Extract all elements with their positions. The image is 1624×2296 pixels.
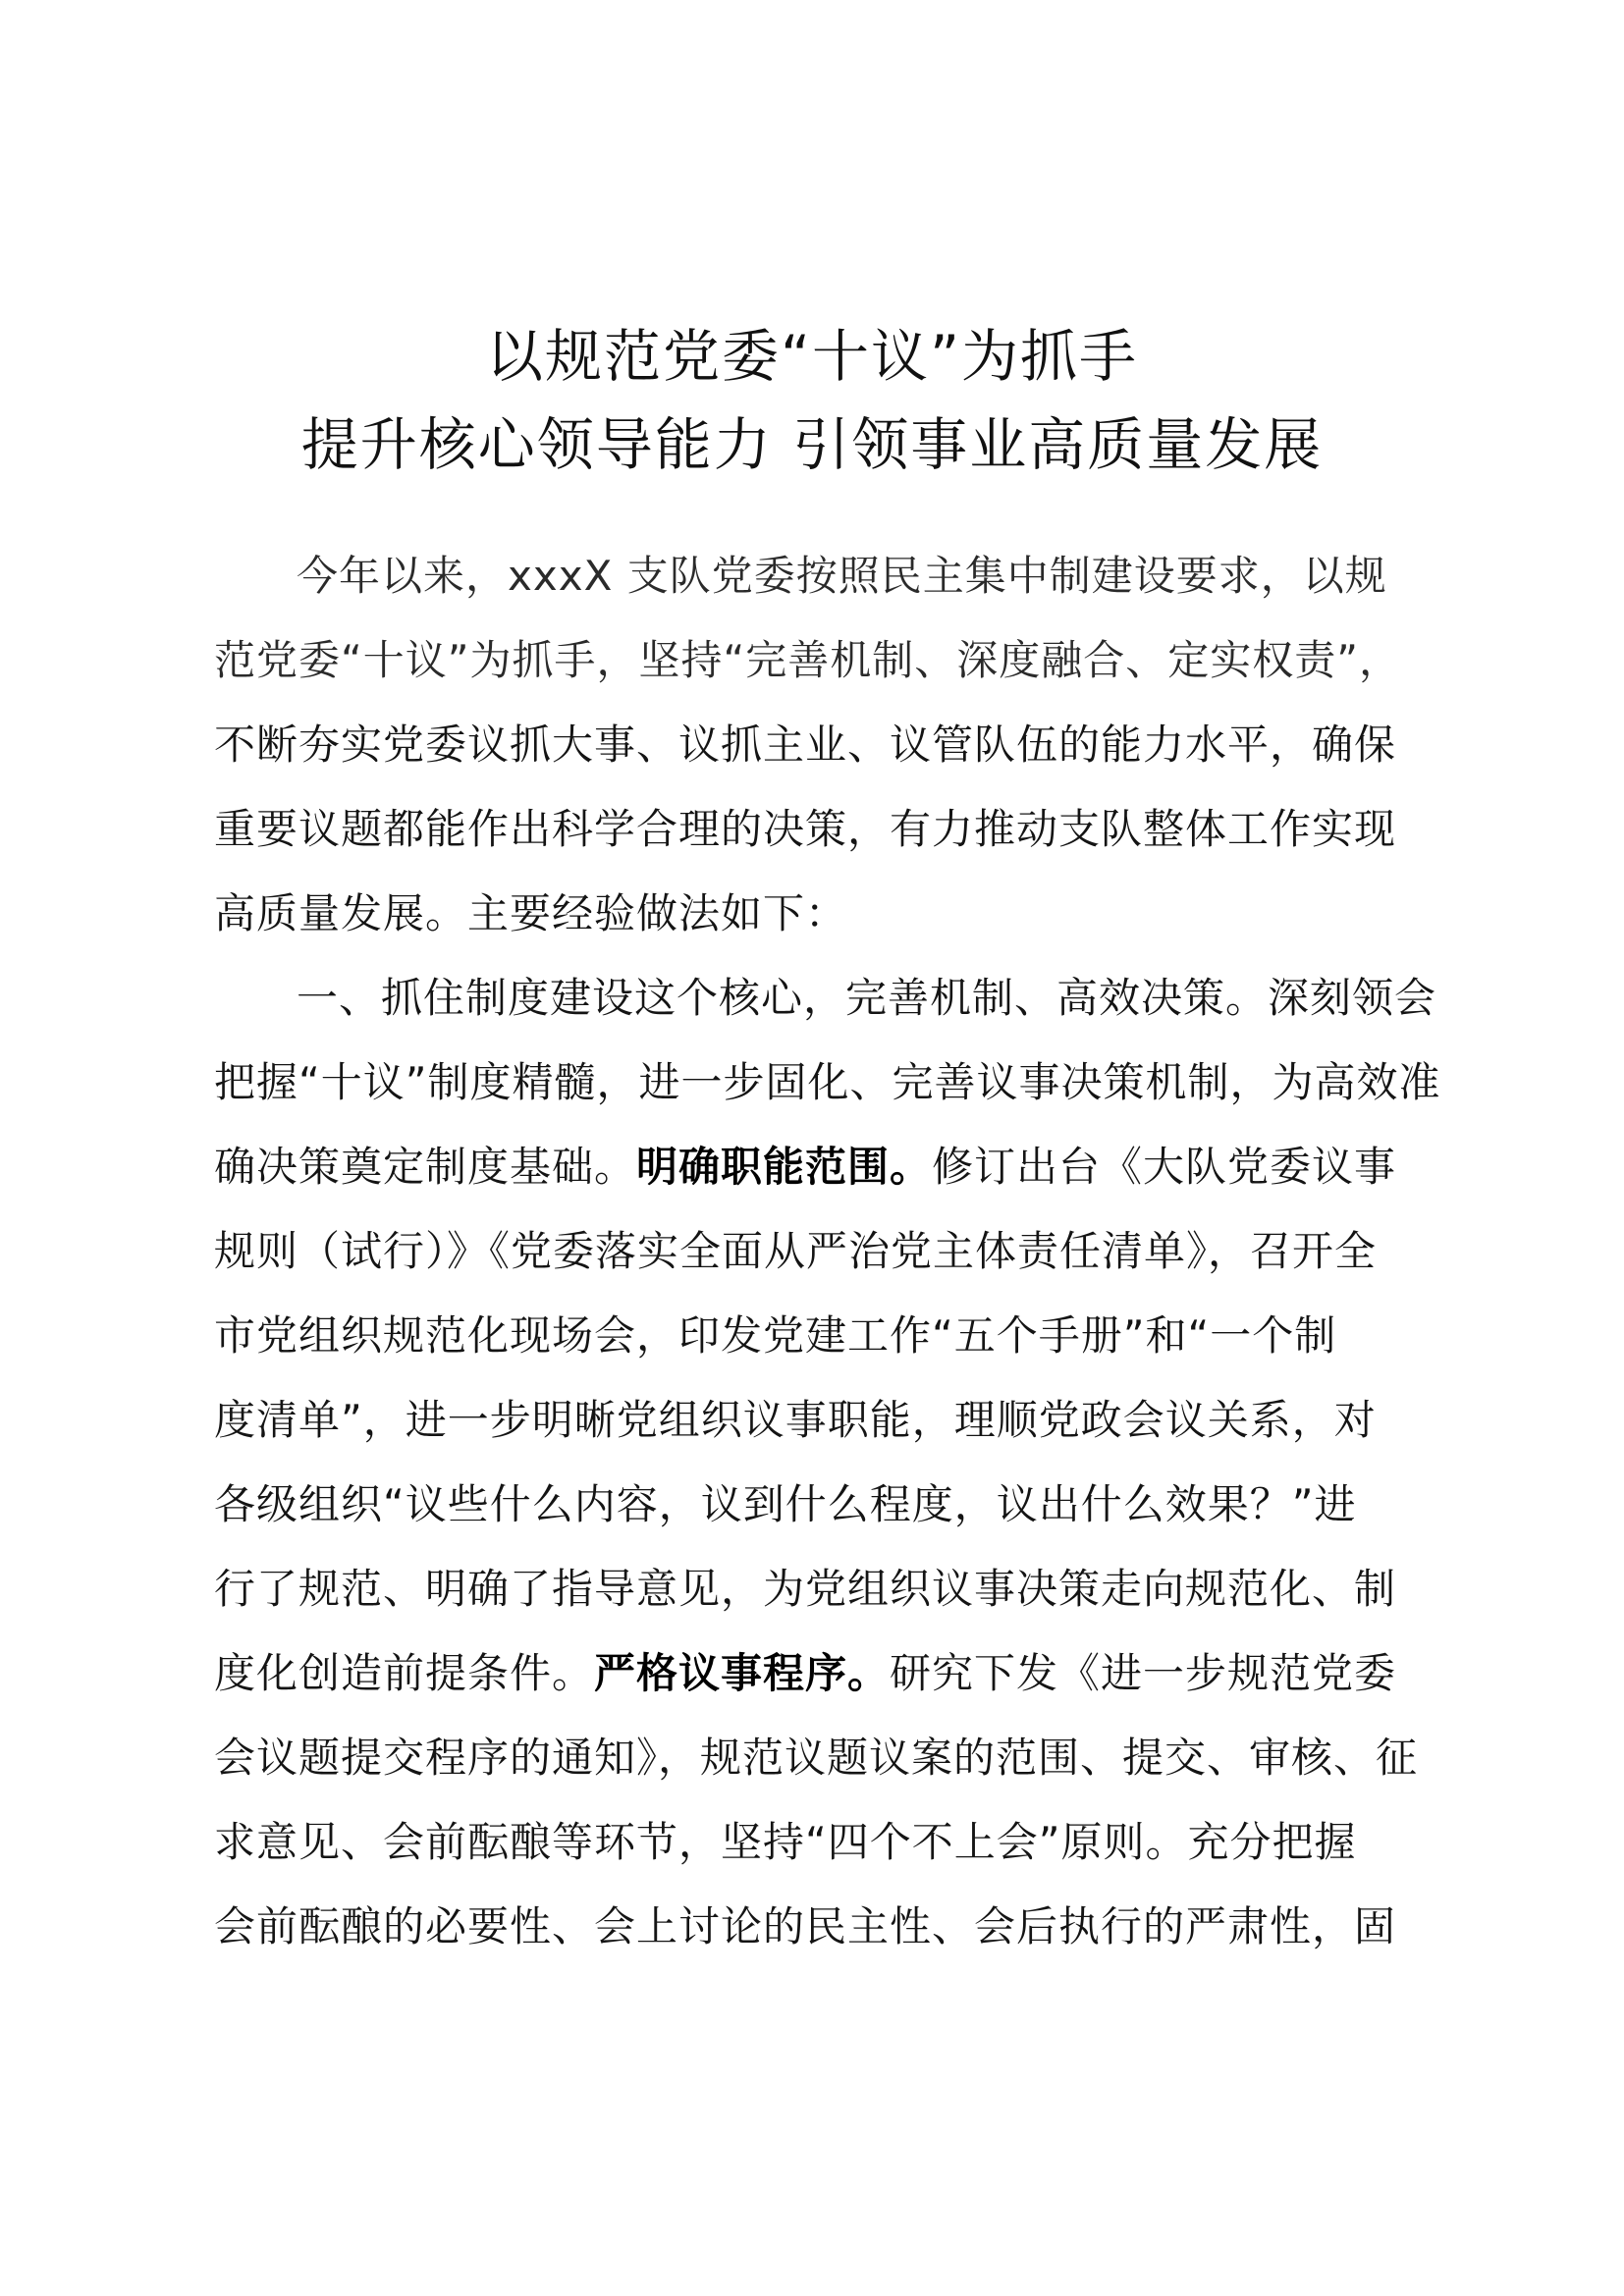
title-line-1: 以规范党委“十议”为抓手 [485, 323, 1139, 390]
paragraph-line: 会前酝酿的必要性、会上讨论的民主性、会后执行的严肃性，固 [214, 1902, 1397, 1950]
paragraph-line: 求意见、会前酝酿等环节，坚持“四个不上会”原则。充分把握 [214, 1818, 1357, 1866]
section-heading-line: 一、抓住制度建设这个核心，完善机制、高效决策。深刻领会 [297, 974, 1437, 1022]
paragraph-line: 会议题提交程序的通知》，规范议题议案的范围、提交、审核、征 [214, 1734, 1419, 1782]
paragraph-line: 高质量发展。主要经验做法如下： [214, 889, 848, 937]
paragraph-line: 规则（试行）》《党委落实全面从严治党主体责任清单》，召开全 [214, 1227, 1378, 1275]
paragraph-line: 重要议题都能作出科学合理的决策，有力推动支队整体工作实现 [214, 805, 1397, 853]
paragraph-line: 度清单”，进一步明晰党组织议事职能，理顺党政会议关系，对 [214, 1396, 1377, 1444]
paragraph-line: 各级组织“议些什么内容，议到什么程度，议出什么效果？”进 [214, 1480, 1357, 1528]
document-body [214, 534, 1441, 1969]
bold-subheading: 明确职能范围。 [636, 1143, 933, 1191]
title-line-2: 提升核心领导能力 引领事业高质量发展 [300, 411, 1324, 478]
paragraph-line: 市党组织规范化现场会，印发党建工作“五个手册”和“一个制 [214, 1311, 1337, 1360]
paragraph-line: 范党委“十议”为抓手，坚持“完善机制、深度融合、定实权责”， [214, 636, 1402, 684]
paragraph-line: 今年以来，xxxX 支队党委按照民主集中制建设要求，以规 [297, 552, 1387, 600]
paragraph-line: 不断夯实党委议抓大事、议抓主业、议管队伍的能力水平，确保 [214, 721, 1397, 769]
paragraph-line: 确决策奠定制度基础。明确职能范围。修订出台《大队党委议事 [214, 1143, 1397, 1191]
paragraph-line: 行了规范、明确了指导意见，为党组织议事决策走向规范化、制 [214, 1565, 1397, 1613]
bold-subheading: 严格议事程序。 [594, 1649, 891, 1697]
paragraph-line: 把握“十议”制度精髓，进一步固化、完善议事决策机制，为高效准 [214, 1058, 1441, 1106]
document-title [196, 312, 1428, 489]
paragraph-line: 度化创造前提条件。严格议事程序。研究下发《进一步规范党委 [214, 1649, 1397, 1697]
